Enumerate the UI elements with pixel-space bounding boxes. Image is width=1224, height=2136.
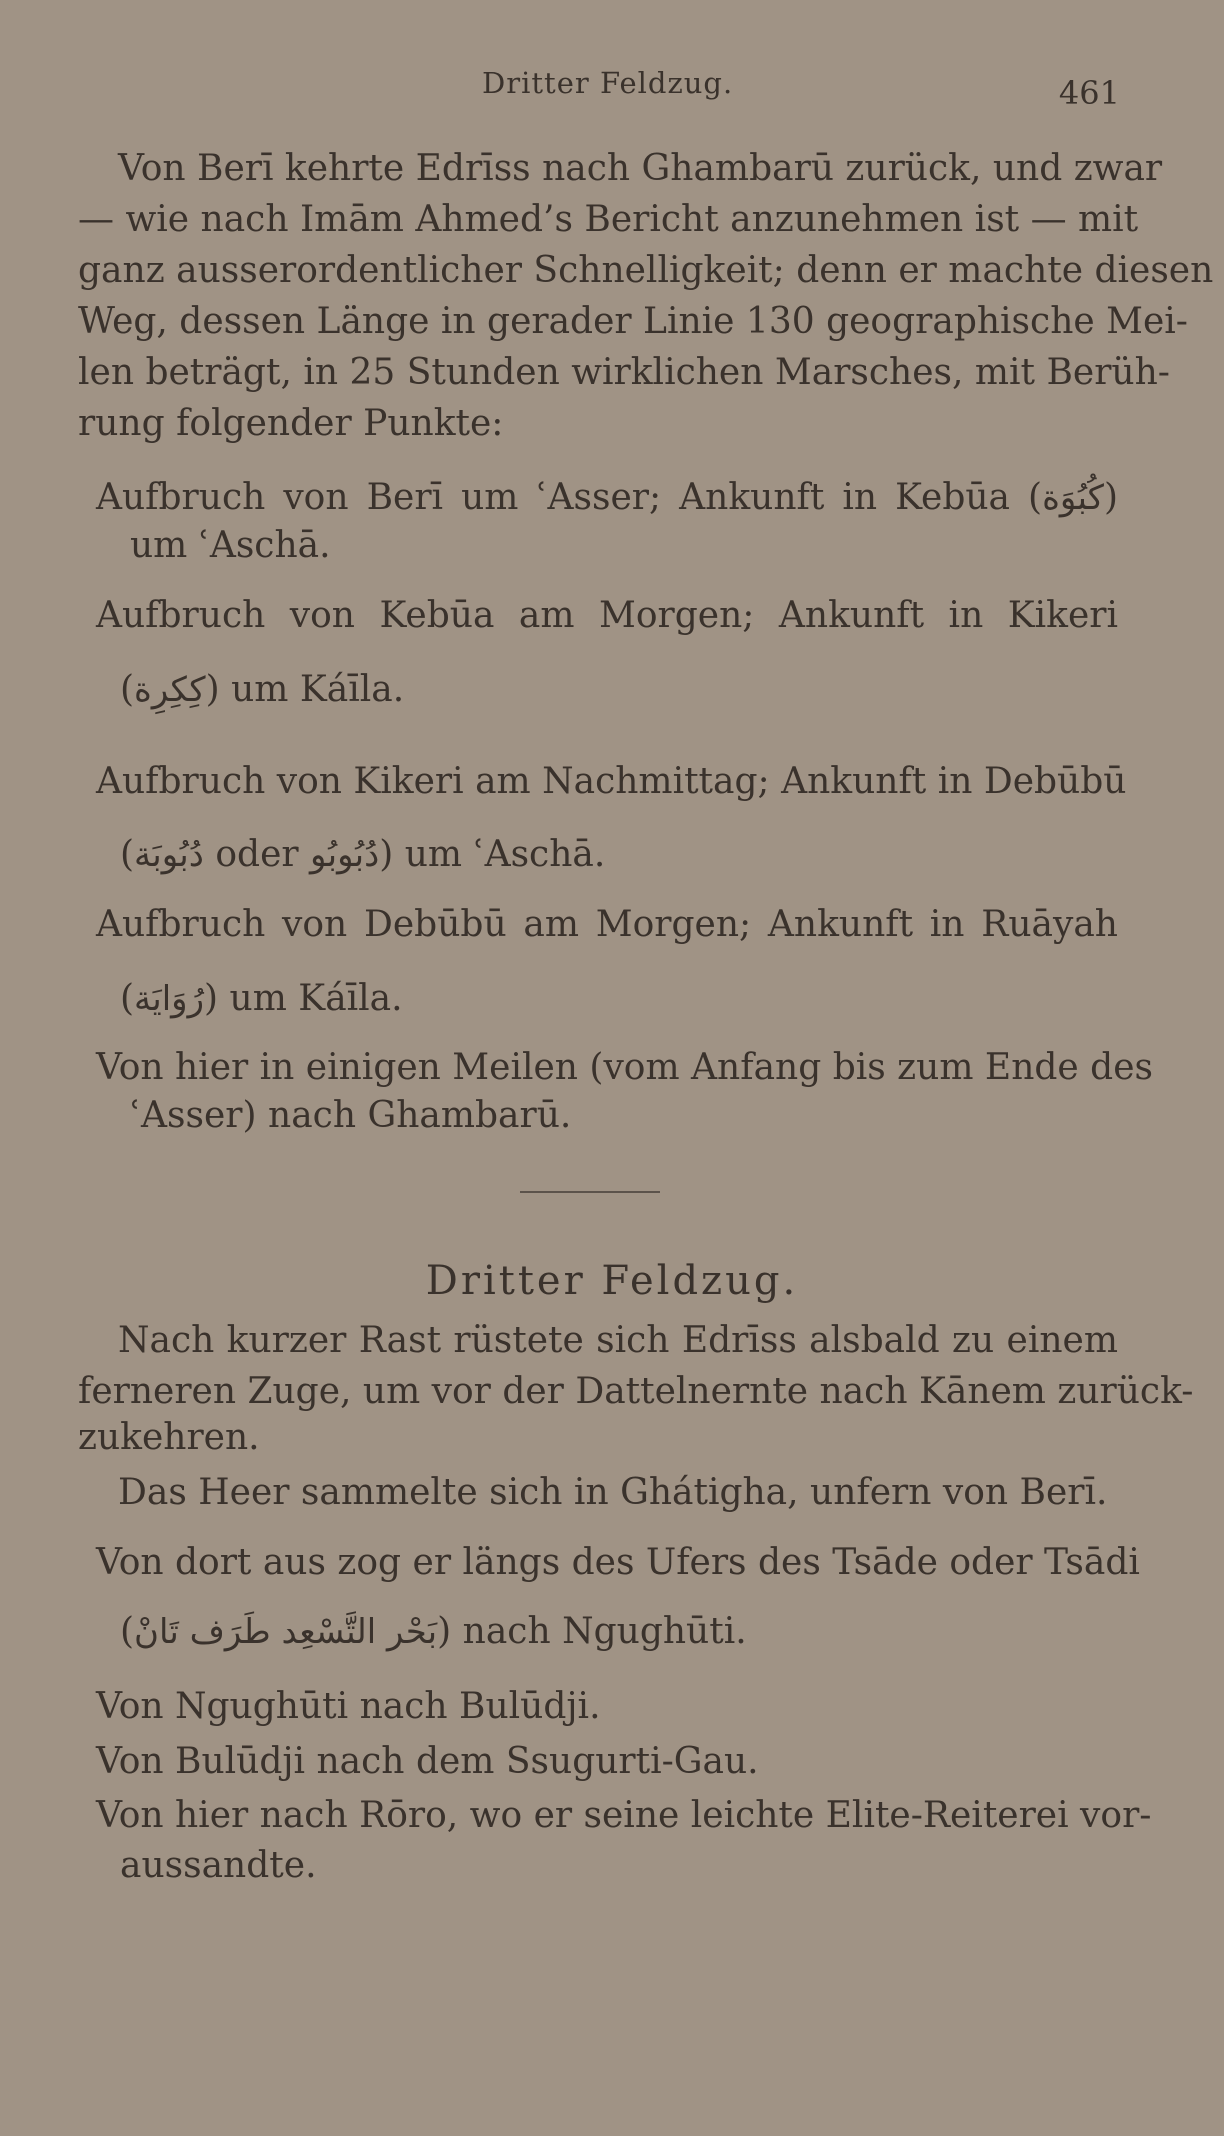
itinerary-line: Aufbruch von Berī um ʿAsser; Ankunft in Kebūa (كُبُوَة) [96, 477, 1118, 518]
route-line: Von Bulūdji nach dem Ssugurti-Gau. [96, 1741, 759, 1782]
intro-line: Weg, dessen Länge in gerader Linie 130 geographische Mei- [78, 301, 1188, 342]
itinerary-line: Aufbruch von Debūbū am Morgen; Ankunft in Ruāyah [96, 904, 1118, 945]
section-heading: Dritter Feldzug. [425, 1258, 799, 1304]
section-line: ferneren Zuge, um vor der Dattelnernte nach Kānem zurück- [78, 1371, 1194, 1412]
itinerary-line: ʿAsser) nach Ghambarū. [130, 1095, 572, 1136]
intro-line: ganz ausserordentlicher Schnelligkeit; denn er machte diesen [78, 250, 1214, 291]
itinerary-line: um ʿAschā. [130, 525, 331, 566]
section-line: Von dort aus zog er längs des Ufers des Tsāde oder Tsādi [96, 1542, 1140, 1583]
route-line: Von Ngughūti nach Bulūdji. [96, 1686, 601, 1727]
section-line: Das Heer sammelte sich in Ghátigha, unfern von Berī. [118, 1472, 1108, 1513]
intro-line: rung folgender Punkte: [78, 403, 504, 444]
section-divider [520, 1191, 660, 1193]
arabic-place-name: كِكِرِة [134, 670, 206, 710]
route-line: Von hier nach Rōro, wo er seine leichte Elite-Reiterei vor- [96, 1795, 1152, 1836]
section-line: (بَحْر التَّسْعِد طَرَف تَانْ) nach Ngughūti. [120, 1611, 747, 1652]
intro-line: len beträgt, in 25 Stunden wirklichen Marsches, mit Berüh- [78, 352, 1170, 393]
section-line: zukehren. [78, 1417, 260, 1458]
arabic-place-name: كُبُوَة [1042, 478, 1104, 518]
running-head [80, 66, 1120, 110]
itinerary-line: Aufbruch von Kikeri am Nachmittag; Ankunft in Debūbū [96, 761, 1127, 802]
page-number: 461 [1058, 74, 1120, 112]
route-line: aussandte. [120, 1845, 317, 1886]
arabic-place-name: رُوَايَة [134, 979, 205, 1019]
itinerary-line: (دُبُوبَة oder دُبُوبُو) um ʿAschā. [120, 834, 606, 875]
itinerary-line: Von hier in einigen Meilen (vom Anfang bis zum Ende des [96, 1047, 1153, 1088]
arabic-place-name-alt: دُبُوبُو [310, 835, 380, 875]
arabic-place-name: دُبُوبَة [134, 835, 204, 875]
itinerary-line: (كِكِرِة) um Káīla. [120, 669, 405, 710]
intro-line: Von Berī kehrte Edrīss nach Ghambarū zurück, und zwar [118, 148, 1163, 189]
arabic-place-name: بَحْر التَّسْعِد طَرَف تَانْ [134, 1612, 438, 1652]
section-line: Nach kurzer Rast rüstete sich Edrīss alsbald zu einem [118, 1320, 1118, 1361]
running-head-title: Dritter Feldzug. [482, 66, 734, 100]
itinerary-line: (رُوَايَة) um Káīla. [120, 978, 403, 1019]
itinerary-line: Aufbruch von Kebūa am Morgen; Ankunft in Kikeri [96, 595, 1118, 636]
intro-line: — wie nach Imām Ahmed’s Bericht anzunehmen ist — mit [78, 199, 1139, 240]
